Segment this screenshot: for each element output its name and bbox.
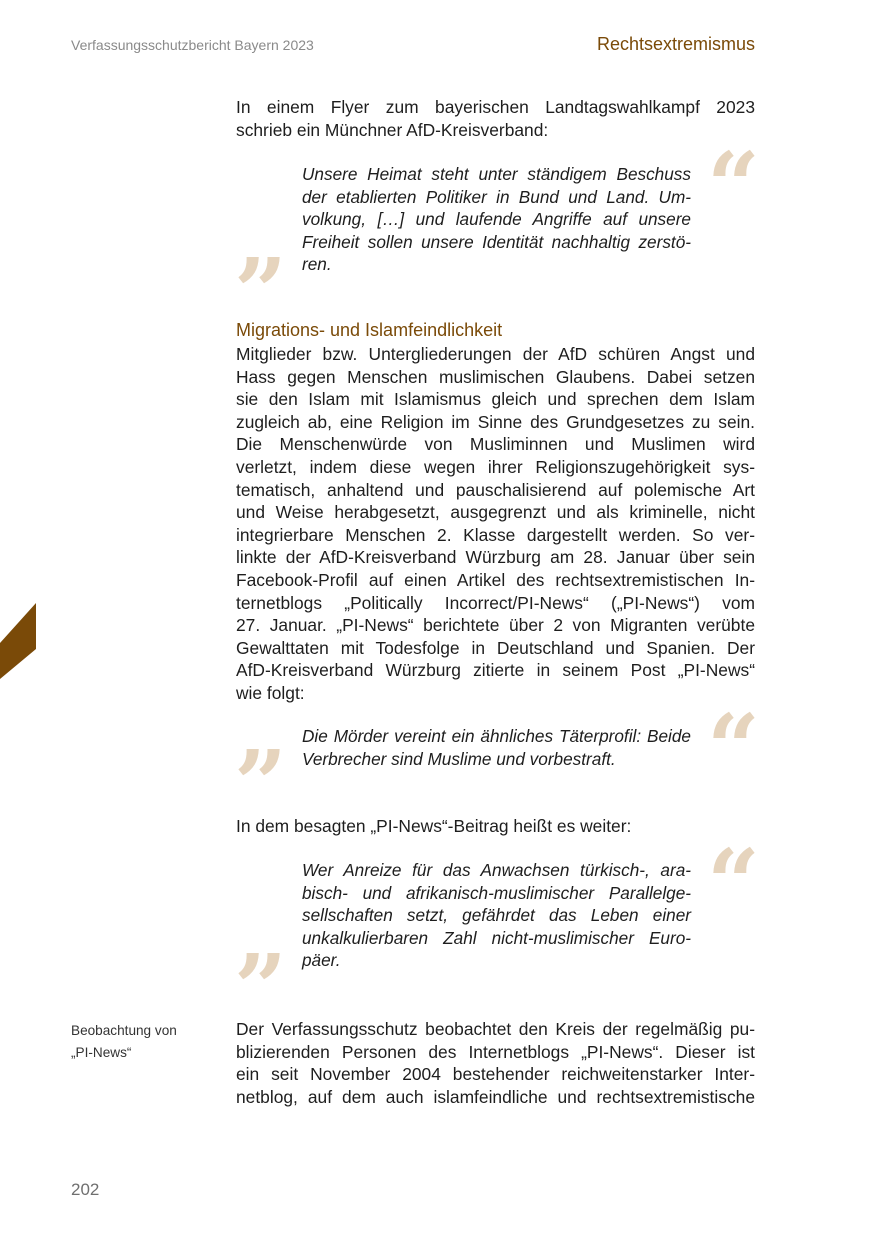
quote-line: Unsere Heimat steht unter ständigem Beschuss xyxy=(302,164,691,184)
quote-line: bisch- und afrikanisch-muslimischer Parallelge- xyxy=(302,882,691,903)
text-line: verletzt, indem diese wegen ihrer Religionszugehörigkeit sys- xyxy=(236,456,755,477)
quote-line: Verbrecher sind Muslime und vorbestraft. xyxy=(302,748,616,769)
text-line: AfD-Kreisverband Würzburg zitierte in seinem Post „PI-News“ xyxy=(236,660,755,681)
intro-paragraph xyxy=(236,96,755,141)
quote-line: volkung, […] und laufende Angriffe auf unsere xyxy=(302,209,691,230)
text-line: schrieb ein Münchner AfD-Kreisverband: xyxy=(236,119,549,140)
text-line: Mitglieder bzw. Untergliederungen der AfD schüren Angst und xyxy=(236,344,755,364)
text-line: Gewalttaten mit Todesfolge in Deutschland und Spanien. Der xyxy=(236,637,755,658)
text-line: wie folgt: xyxy=(236,682,305,703)
publication-title: Verfassungsschutzbericht Bayern 2023 xyxy=(71,37,314,53)
text-line: integrierbare Menschen 2. Klasse dargestellt werden. So ver- xyxy=(236,524,755,545)
open-quote-icon: “ xyxy=(707,829,760,937)
text-line: 27. Januar. „PI-News“ berichtete über 2 von Migranten verübte xyxy=(236,615,755,636)
text-line: ternetblogs „Politically Incorrect/PI-News“ („PI-News“) vom xyxy=(236,592,755,613)
section-paragraph xyxy=(236,343,755,705)
quote-line: Freiheit sollen unsere Identität nachhaltig zerstö- xyxy=(302,231,691,252)
open-quote-icon: “ xyxy=(707,132,760,240)
text-line: linkte der AfD-Kreisverband Würzburg am 28. Januar über sein xyxy=(236,547,755,568)
margin-note-line: „PI-News“ xyxy=(71,1045,132,1060)
close-quote-icon: ” xyxy=(234,730,287,838)
quote-block-1 xyxy=(302,163,691,276)
quote-line: päer. xyxy=(302,950,341,971)
text-line: Die Menschenwürde von Musliminnen und Muslimen wird xyxy=(236,434,755,455)
quote-block-2 xyxy=(302,725,691,770)
text-line: und Weise herabgesetzt, ausgegrenzt und als kriminelle, nicht xyxy=(236,502,755,523)
section-heading: Migrations- und Islamfeindlichkeit xyxy=(236,320,503,340)
text-line: sie den Islam mit Islamismus gleich und sprechen dem Islam xyxy=(236,389,755,410)
transition-paragraph: In dem besagten „PI-News“-Beitrag heißt es weiter: xyxy=(236,816,632,836)
text-line: tematisch, anhaltend und pauschalisierend auf polemische Art xyxy=(236,479,755,500)
margin-note-line: Beobachtung von xyxy=(71,1023,177,1038)
text-line: ein seit November 2004 bestehender reichweitenstarker Inter- xyxy=(236,1064,755,1085)
close-quote-icon: ” xyxy=(234,238,287,346)
text-line: blizierenden Personen des Internetblogs „PI-News“. Dieser ist xyxy=(236,1041,755,1062)
text-line: Hass gegen Menschen muslimischen Glaubens. Dabei setzen xyxy=(236,366,755,387)
quote-line: sellschaften setzt, gefährdet das Leben einer xyxy=(302,905,691,926)
quote-block-3 xyxy=(302,859,691,972)
final-paragraph xyxy=(236,1018,755,1108)
margin-note xyxy=(71,1020,177,1064)
chapter-tab-marker xyxy=(0,603,36,679)
page-number: 202 xyxy=(71,1180,100,1199)
close-quote-icon: ” xyxy=(234,934,287,1042)
quote-line: der etablierten Politiker in Bund und Land. Um- xyxy=(302,186,691,207)
quote-line: Wer Anreize für das Anwachsen türkisch-, ara- xyxy=(302,860,691,880)
text-line: Der Verfassungsschutz beobachtet den Kreis der regelmäßig pu- xyxy=(236,1019,755,1039)
quote-line: unkalkulierbaren Zahl nicht-muslimischer Euro- xyxy=(302,927,691,948)
quote-line: Die Mörder vereint ein ähnliches Täterprofil: Beide xyxy=(302,726,691,746)
section-title: Rechtsextremismus xyxy=(596,34,755,54)
text-line: In einem Flyer zum bayerischen Landtagswahlkampf 2023 xyxy=(236,97,755,117)
quote-line: ren. xyxy=(302,254,332,275)
open-quote-icon: “ xyxy=(707,694,760,802)
text-line: netblog, auf dem auch islamfeindliche und rechtsextremistische xyxy=(236,1086,755,1107)
text-line: zugleich ab, eine Religion im Sinne des Grundgesetzes zu sein. xyxy=(236,411,755,432)
text-line: Facebook-Profil auf einen Artikel des rechtsextremistischen In- xyxy=(236,569,755,590)
